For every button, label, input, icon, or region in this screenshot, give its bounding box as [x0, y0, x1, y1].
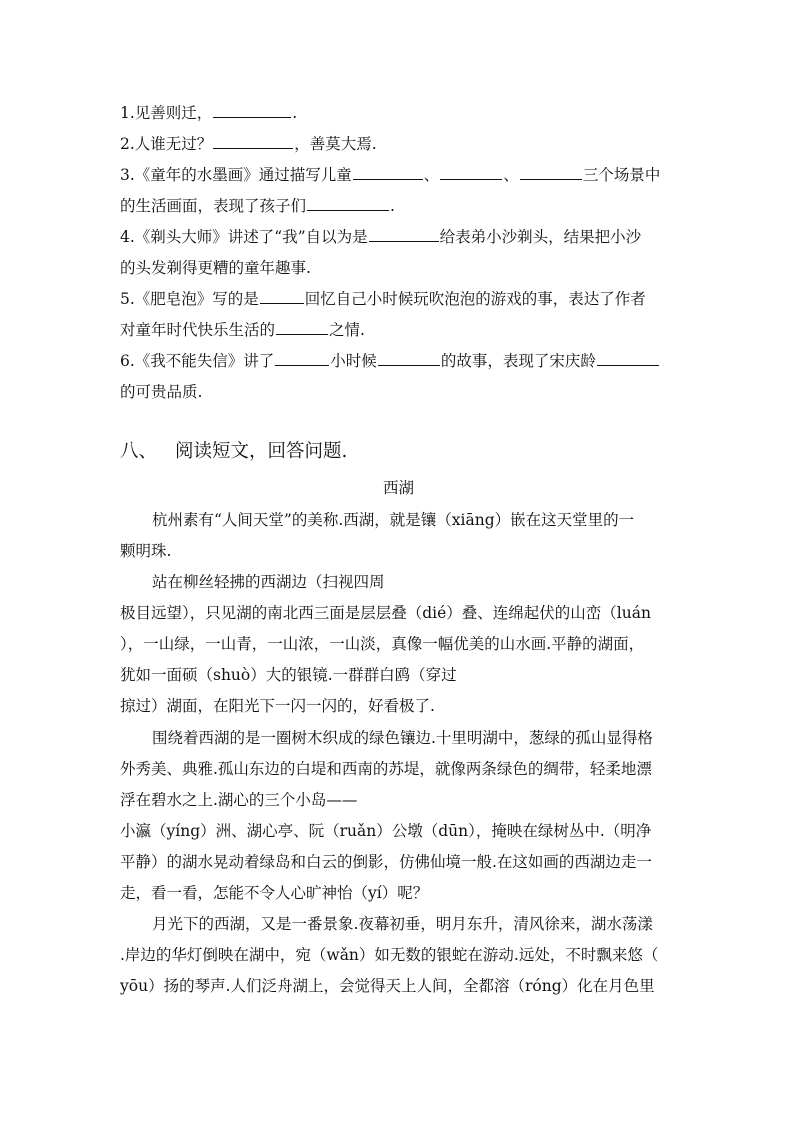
question-6-line-1: [120, 351, 660, 371]
question-1-text: 1.见善则迁，: [120, 104, 213, 122]
question-5-text-cont: 回忆自己小时候玩吹泡泡的游戏的事，表达了作者: [304, 290, 646, 308]
answer-blank[interactable]: [440, 165, 502, 180]
passage-line: 颗明珠.: [120, 542, 172, 560]
question-2: [120, 134, 377, 154]
passage-line: 外秀美、典雅.孤山东边的白堤和西南的苏堤，就像两条绿色的绸带，轻柔地漂: [120, 760, 652, 778]
question-3-line-1: [120, 165, 660, 185]
answer-blank[interactable]: [213, 103, 291, 118]
question-4-text: 4.《剃头大师》讲述了“我”自以为是: [120, 228, 368, 246]
passage-title: 西湖: [383, 479, 415, 497]
section-number: 八、: [120, 441, 158, 462]
question-3-end: .: [390, 197, 395, 215]
passage-line: 围绕着西湖的是一圈树木织成的绿色镶边.十里明湖中，葱绿的孤山显得格: [152, 729, 653, 747]
passage-line: 平静）的湖水晃动着绿岛和白云的倒影，仿佛仙境一般.在这如画的西湖边走一: [120, 853, 652, 871]
passage-line: 走，看一看，怎能不令人心旷神怡（yí）呢？: [120, 884, 429, 902]
question-5-line-1: [120, 289, 646, 309]
question-1-end: .: [292, 104, 298, 122]
question-6-line-2: [120, 382, 202, 402]
passage-line: 月光下的西湖，又是一番景象.夜幕初垂，明月东升，清风徐来，湖水荡漾: [152, 915, 653, 933]
question-5-end: 之情.: [329, 321, 365, 339]
passage-line: 掠过）湖面，在阳光下一闪一闪的，好看极了.: [120, 697, 435, 715]
question-2-end: ，善莫大焉.: [294, 135, 377, 153]
answer-blank[interactable]: [276, 320, 328, 335]
answer-blank[interactable]: [353, 165, 423, 180]
question-4-end: 的头发剃得更糟的童年趣事.: [120, 259, 311, 277]
question-5-text-2: 对童年时代快乐生活的: [120, 321, 276, 339]
passage-line: 犹如一面硕（shuò）大的银镜.一群群白鸥（穿过: [120, 666, 457, 684]
question-4-line-1: [120, 227, 641, 247]
answer-blank[interactable]: [369, 227, 439, 242]
answer-blank[interactable]: [260, 289, 304, 304]
section-title: 阅读短文，回答问题.: [175, 441, 348, 462]
question-2-text: 2.人谁无过？: [120, 135, 213, 153]
question-3-text-cont: 三个场景中: [582, 166, 661, 184]
passage-line: yōu）扬的琴声.人们泛舟湖上，会觉得天上人间，全都溶（róng）化在月色里: [120, 977, 655, 995]
question-4-text-cont: 给表弟小沙剃头，结果把小沙: [439, 228, 642, 246]
question-3-text-2: 的生活画面，表现了孩子们: [120, 197, 307, 215]
separator: 、: [423, 166, 440, 184]
question-5-line-2: [120, 320, 365, 340]
passage-line: 站在柳丝轻拂的西湖边（扫视四周: [152, 573, 385, 591]
answer-blank[interactable]: [520, 165, 582, 180]
question-5-text: 5.《肥皂泡》写的是: [120, 290, 259, 308]
passage-line: .岸边的华灯倒映在湖中，宛（wǎn）如无数的银蛇在游动.远处，不时飘来悠（: [120, 946, 659, 964]
question-6-text-2: 小时候: [330, 352, 377, 370]
answer-blank[interactable]: [307, 196, 389, 211]
section-heading: [120, 440, 347, 464]
answer-blank[interactable]: [378, 351, 440, 366]
question-6-text: 6.《我不能失信》讲了: [120, 352, 275, 370]
question-6-end: 的可贵品质.: [120, 383, 203, 401]
passage-line: 小瀛（yíng）洲、湖心亭、阮（ruǎn）公墩（dūn），掩映在绿树丛中.（明净: [120, 822, 652, 840]
question-4-line-2: [120, 258, 311, 278]
question-3-text: 3.《童年的水墨画》通过描写儿童: [120, 166, 352, 184]
passage-line: 浮在碧水之上.湖心的三个小岛——: [120, 791, 358, 809]
separator: 、: [503, 166, 519, 184]
question-3-line-2: [120, 196, 395, 216]
answer-blank[interactable]: [275, 351, 329, 366]
question-1: [120, 103, 297, 123]
answer-blank[interactable]: [213, 134, 293, 149]
passage-line: ），一山绿，一山青，一山浓，一山淡，真像一幅优美的山水画.平静的湖面，: [120, 635, 645, 653]
passage-line: 极目远望），只见湖的南北西三面是层层叠（dié）叠、连绵起伏的山峦（luán: [120, 604, 651, 622]
question-6-text-3: 的故事，表现了宋庆龄: [440, 352, 596, 370]
answer-blank[interactable]: [597, 351, 659, 366]
passage-line: 杭州素有“人间天堂”的美称.西湖，就是镶（xiāng）嵌在这天堂里的一: [152, 511, 635, 529]
